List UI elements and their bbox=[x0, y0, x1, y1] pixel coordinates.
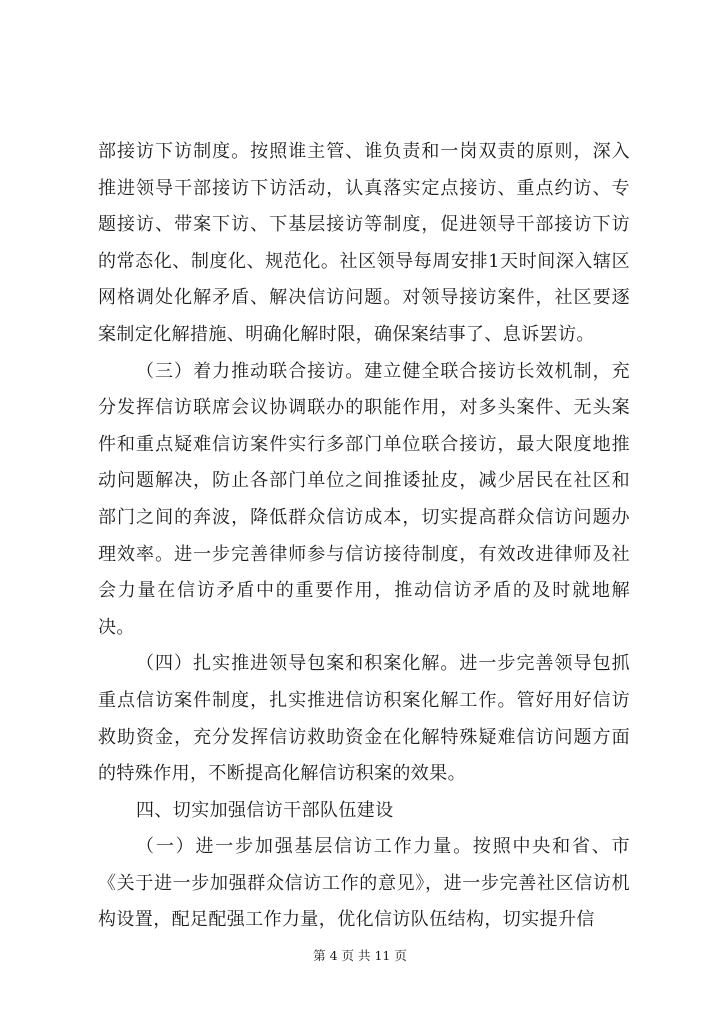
paragraph-grassroots-strength: （一）进一步加强基层信访工作力量。按照中央和省、市《关于进一步加强群众信访工作的意见》，进一步完善社区信访机构设置，配足配强工作力量，优化信访队伍结构，切实提升信 bbox=[98, 836, 630, 931]
section-heading-four: 四、切实加强信访干部队伍建设 bbox=[136, 799, 394, 821]
document-body bbox=[98, 134, 630, 939]
paragraph-continuation: 部接访下访制度。按照谁主管、谁负责和一岗双责的原则，深入推进领导干部接访下访活动，认真落实定点接访、重点约访、专题接访、带案下访、下基层接访等制度，促进领导干部接访下访的常态化、制度化、规范化。社区领导每周安排1天时间深入辖区网格调处化解矛盾、解决信访问题。对领导接访案件，社区要逐案制定化解措施、明确化解时限，确保案结事了、息诉罢访。 bbox=[98, 141, 630, 345]
paragraph-leader-case-handling: （四）扎实推进领导包案和积案化解。进一步完善领导包抓重点信访案件制度，扎实推进信访积案化解工作。管好用好信访救助资金，充分发挥信访救助资金在化解特殊疑难信访问题方面的特殊作用，不断提高化解信访积案的效果。 bbox=[98, 653, 630, 785]
page-number-footer: 第 4 页 共 11 页 bbox=[313, 948, 407, 963]
paragraph-joint-reception: （三）着力推动联合接访。建立健全联合接访长效机制，充分发挥信访联席会议协调联办的职能作用，对多头案件、无头案件和重点疑难信访案件实行多部门单位联合接访，最大限度地推动问题解决，防止各部门单位之间推诿扯皮，减少居民在社区和部门之间的奔波，降低群众信访成本，切实提高群众信访问题办理效率。进一步完善律师参与信访接待制度，有效改进律师及社会力量在信访矛盾中的重要作用，推动信访矛盾的及时就地解决。 bbox=[98, 360, 630, 638]
